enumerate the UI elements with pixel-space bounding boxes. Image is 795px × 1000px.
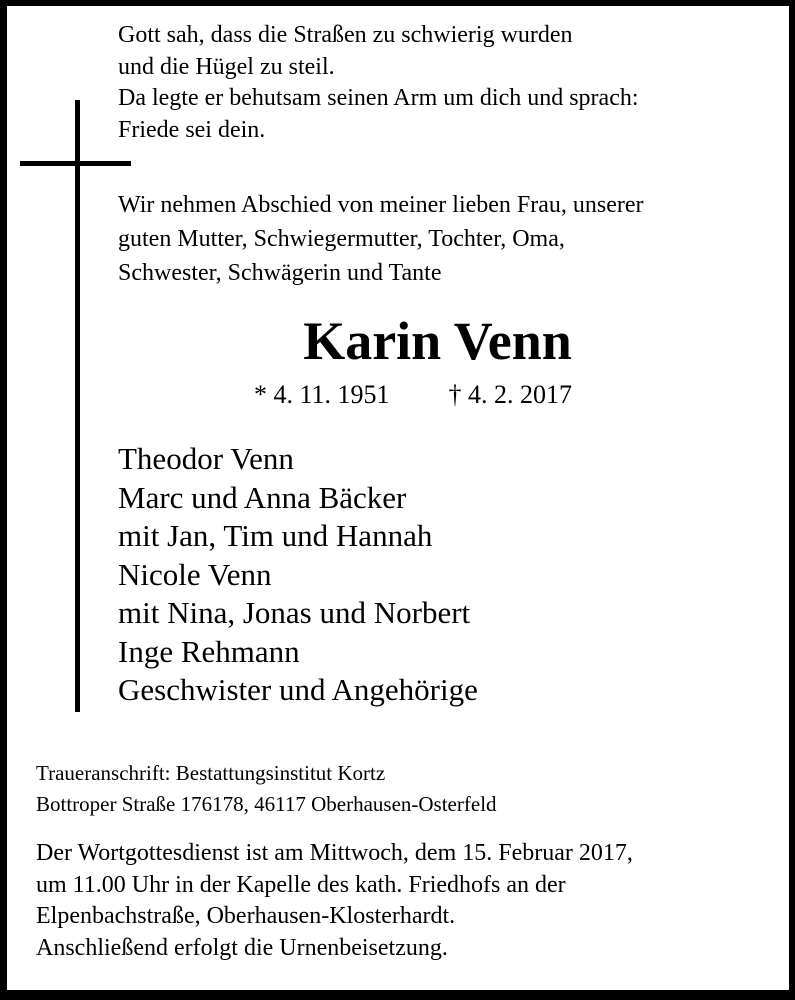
mourner: mit Jan, Tim und Hannah — [118, 518, 433, 553]
birth-date: * 4. 11. 1951 — [254, 380, 390, 409]
deceased-name: Karin Venn — [303, 311, 572, 371]
service-info — [36, 838, 633, 964]
mourner: Theodor Venn — [118, 441, 294, 476]
intro-line: Schwester, Schwägerin und Tante — [118, 260, 442, 286]
poem-line: Da legte er behutsam seinen Arm um dich und sprach: — [118, 85, 639, 111]
death-date: † 4. 2. 2017 — [448, 380, 573, 409]
mourner: mit Nina, Jonas und Norbert — [118, 595, 471, 630]
service-line: Elpenbachstraße, Oberhausen-Klosterhardt. — [36, 903, 456, 929]
cross-icon-bar — [20, 161, 131, 166]
service-line: Der Wortgottesdienst ist am Mittwoch, dem 15. Februar 2017, — [36, 840, 633, 866]
poem-line: Gott sah, dass die Straßen zu schwierig wurden — [118, 22, 573, 48]
life-dates — [254, 378, 572, 412]
mourner: Inge Rehmann — [118, 633, 300, 669]
intro-text — [118, 188, 644, 290]
intro-line: Wir nehmen Abschied von meiner lieben Frau, unserer — [118, 192, 644, 218]
poem-line: Friede sei dein. — [118, 116, 266, 143]
cross-icon — [75, 100, 80, 712]
mourner: Geschwister und Angehörige — [118, 672, 478, 707]
poem-line: und die Hügel zu steil. — [118, 53, 335, 80]
mourner: Nicole Venn — [118, 556, 272, 592]
mourners-list — [118, 440, 478, 710]
mourner: Marc und Anna Bäcker — [118, 479, 407, 515]
address-line: Bottroper Straße 176178, 46117 Oberhausen-Osterfeld — [36, 792, 497, 816]
address-line: Traueranschrift: Bestattungsinstitut Kortz — [36, 761, 386, 785]
mourning-address — [36, 758, 497, 820]
intro-line: guten Mutter, Schwiegermutter, Tochter, Oma, — [118, 226, 565, 252]
poem — [118, 20, 639, 146]
service-line: um 11.00 Uhr in der Kapelle des kath. Friedhofs an der — [36, 871, 566, 898]
service-line: Anschließend erfolgt die Urnenbeisetzung. — [36, 934, 448, 961]
